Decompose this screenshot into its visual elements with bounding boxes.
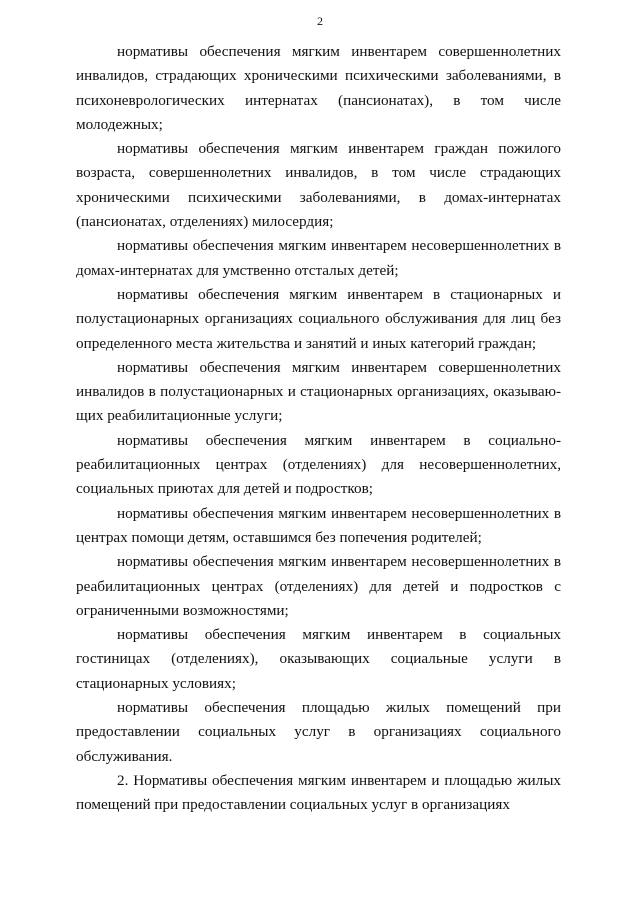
page-number: 2 [317, 14, 323, 28]
document-body [76, 40, 561, 818]
paragraph-3: нормативы обеспечения мягким инвентарем несовершеннолетних в домах-интернатах для умственно отсталых детей; [76, 237, 561, 279]
paragraph-4: нормативы обеспечения мягким инвентарем в стационарных и полустационарных организациях социального обслуживания для лиц без определенного места жительства и занятий и иных категорий граждан; [76, 285, 561, 352]
paragraph-9: нормативы обеспечения мягким инвентарем в социальных гостиницах (отделениях), оказывающих социальные услуги в стационарных условиях; [76, 626, 561, 692]
paragraph-8: нормативы обеспечения мягким инвентарем несовершеннолетних в реабилитационных центрах (отделениях) для детей и подростков с ограниченными возможностями; [76, 553, 561, 619]
paragraph-1: нормативы обеспечения мягким инвентарем совершеннолетних инвалидов, страдающих хроническими психическими заболеваниями, в психоневрологических интернатах (пансионатах), в том числе молодежных; [76, 43, 561, 133]
paragraph-6: нормативы обеспечения мягким инвентарем в социально-реабилитационных центрах (отделениях) для несовершеннолетних, социальных приютах для детей и подростков; [76, 431, 561, 498]
paragraph-11: 2. Нормативы обеспечения мягким инвентарем и площадью жилых помещений при предоставлении социальных услуг в организациях [76, 771, 561, 814]
paragraph-5: нормативы обеспечения мягким инвентарем совершеннолетних инвалидов в полустационарных и стационарных организациях, оказывающих реабилитационные услуги; [76, 358, 561, 425]
paragraph-7: нормативы обеспечения мягким инвентарем несовершеннолетних в центрах помощи детям, оставшимся без попечения родителей; [76, 504, 561, 546]
paragraph-10: нормативы обеспечения площадью жилых помещений при предоставлении социальных услуг в организациях социального обслуживания. [76, 699, 561, 765]
paragraph-2: нормативы обеспечения мягким инвентарем граждан пожилого возраста, совершеннолетних инвалидов, в том числе страдающих хроническими психическими заболеваниями, в домах-интернатах (пансионатах, отделениях) милосердия; [76, 140, 561, 231]
